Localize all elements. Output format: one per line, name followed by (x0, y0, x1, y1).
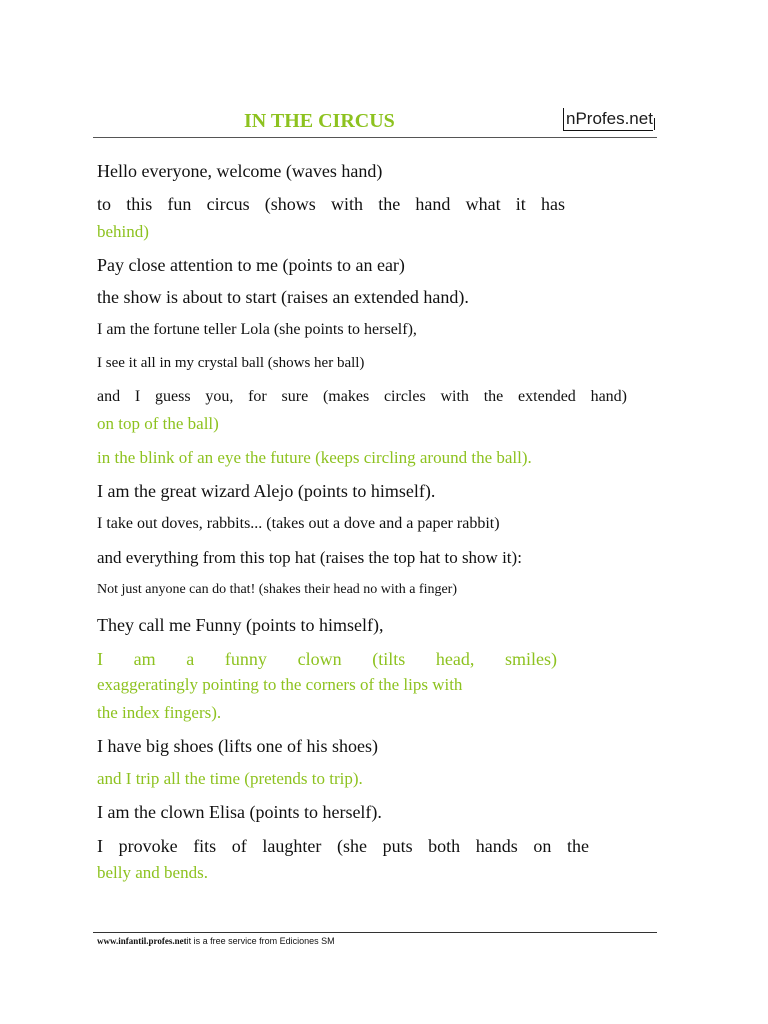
poem-line-3: behind) (97, 222, 149, 241)
page-title: IN THE CIRCUS (244, 110, 395, 132)
footer-site-link[interactable]: www.infantil.profes.net (97, 936, 187, 946)
poem-line-14: Not just anyone can do that! (shakes their head no with a finger) (97, 582, 458, 597)
footer-text: it is a free service from Ediciones SM (186, 936, 335, 946)
poem-line-7: I see it all in my crystal ball (shows her ball) (97, 355, 365, 371)
poem-line-20: and I trip all the time (pretends to trip). (97, 769, 363, 788)
logo-corner-mark (650, 118, 655, 130)
poem-line-21: I am the clown Elisa (points to herself). (97, 802, 382, 822)
poem-line-18: the index fingers). (97, 703, 222, 722)
poem-line-6: I am the fortune teller Lola (she points to herself), (97, 321, 417, 338)
poem-line-8: and I guess you, for sure (makes circles with the extended hand) (97, 388, 627, 405)
footer-divider (93, 932, 657, 933)
poem-line-5: the show is about to start (raises an extended hand). (97, 287, 469, 307)
poem-line-9: on top of the ball) (97, 414, 219, 433)
header-divider (93, 137, 657, 138)
poem-line-19: I have big shoes (lifts one of his shoes) (97, 736, 378, 756)
poem-line-1: Hello everyone, welcome (waves hand) (97, 161, 383, 181)
poem-line-10: in the blink of an eye the future (keeps circling around the ball). (97, 448, 532, 467)
poem-line-22: I provoke fits of laughter (she puts both hands on the (97, 836, 589, 856)
poem-line-23: belly and bends. (97, 863, 208, 882)
poem-line-13: and everything from this top hat (raises the top hat to show it): (97, 548, 522, 567)
footer-note (97, 936, 335, 946)
profes-logo: nProfes.net (563, 108, 653, 131)
poem-line-17: exaggeratingly pointing to the corners of the lips with (97, 675, 463, 694)
poem-line-15: They call me Funny (points to himself), (97, 615, 384, 635)
poem-line-12: I take out doves, rabbits... (takes out a dove and a paper rabbit) (97, 515, 500, 532)
poem-line-11: I am the great wizard Alejo (points to himself). (97, 481, 436, 501)
poem-line-2: to this fun circus (shows with the hand what it has (97, 194, 565, 214)
poem-line-4: Pay close attention to me (points to an ear) (97, 255, 405, 275)
poem-line-16: I am a funny clown (tilts head, smiles) (97, 649, 557, 669)
